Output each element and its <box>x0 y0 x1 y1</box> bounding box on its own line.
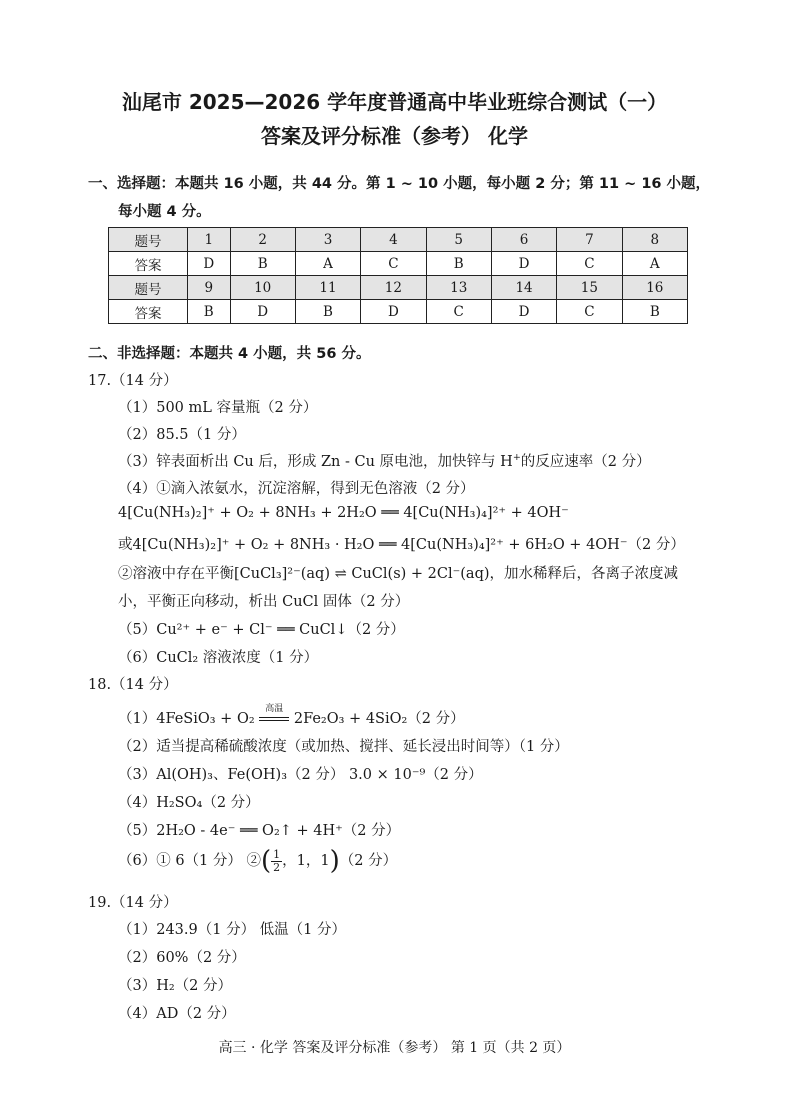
page-footer: 高三 · 化学 答案及评分标准（参考） 第 1 页（共 2 页） <box>218 1040 571 1056</box>
q18-part2: （2）适当提高稀硫酸浓度（或加热、搅拌、延长浸出时间等）（1 分） <box>118 739 569 755</box>
q17-part3: （3）锌表面析出 Cu 后，形成 Zn - Cu 原电池，加快锌与 H+的反应速率（2 分） <box>118 452 651 470</box>
table-row-answers-1 <box>109 252 688 276</box>
table-cell: 14 <box>491 276 556 300</box>
q17-part4b-line2: 小，平衡正向移动，析出 CuCl 固体（2 分） <box>118 594 410 610</box>
answer-table <box>108 227 688 324</box>
table-cell: B <box>188 300 231 324</box>
table-cell: 16 <box>622 276 687 300</box>
exam-title: 汕尾市 2025—2026 学年度普通高中毕业班综合测试（一） <box>121 90 668 114</box>
close-paren: ) <box>329 846 340 876</box>
table-cell: 10 <box>230 276 295 300</box>
table-cell: C <box>426 300 491 324</box>
table-cell: B <box>622 300 687 324</box>
open-paren: ( <box>261 846 272 876</box>
q19-part2: （2）60%（2 分） <box>118 950 246 966</box>
row-label-question: 题号 <box>109 228 188 252</box>
table-cell: C <box>557 300 622 324</box>
exam-subtitle: 答案及评分标准（参考） 化学 <box>261 124 528 148</box>
fraction <box>271 849 282 874</box>
section2-heading: 二、非选择题：本题共 4 小题，共 56 分。 <box>88 346 371 362</box>
table-cell: 15 <box>557 276 622 300</box>
equals-sign <box>259 717 289 721</box>
table-cell: B <box>426 252 491 276</box>
q19-part3: （3）H₂（2 分） <box>118 978 233 994</box>
table-row-questions-1 <box>109 228 688 252</box>
q18-part1 <box>118 704 465 728</box>
fraction-denominator: 2 <box>273 860 281 874</box>
q17-equation2: 或4[Cu(NH₃)₂]⁺ + O₂ + 8NH₃ · H₂O ══ 4[Cu(NH₃)₄]²⁺ + 6H₂O + 4OH⁻（2 分） <box>118 537 685 553</box>
table-cell: D <box>230 300 295 324</box>
table-cell: A <box>295 252 360 276</box>
q18-title: 18.（14 分） <box>88 677 178 693</box>
table-cell: D <box>361 300 426 324</box>
table-row-questions-2 <box>109 276 688 300</box>
row-label-answer: 答案 <box>109 252 188 276</box>
table-cell: B <box>295 300 360 324</box>
table-row-answers-2 <box>109 300 688 324</box>
table-cell: 6 <box>491 228 556 252</box>
reaction-condition <box>259 704 289 727</box>
q17-equation1: 4[Cu(NH₃)₂]⁺ + O₂ + 8NH₃ + 2H₂O ══ 4[Cu(NH₃)₄]²⁺ + 4OH⁻ <box>118 505 569 521</box>
q17-part1: （1）500 mL 容量瓶（2 分） <box>118 400 318 416</box>
q17-title: 17.（14 分） <box>88 373 178 389</box>
table-cell: D <box>491 252 556 276</box>
table-cell: 3 <box>295 228 360 252</box>
table-cell: C <box>361 252 426 276</box>
table-cell: 11 <box>295 276 360 300</box>
q18-part4: （4）H₂SO₄（2 分） <box>118 795 260 811</box>
q17-part4b-line1: ②溶液中存在平衡[CuCl₃]²⁻(aq) ⇌ CuCl(s) + 2Cl⁻(aq)，加水稀释后，各离子浓度减 <box>118 566 679 582</box>
section1-heading: 一、选择题：本题共 16 小题，共 44 分。第 1 ~ 10 小题，每小题 2 分；第 11 ~ 16 小题， <box>88 176 711 192</box>
section1-heading-cont: 每小题 4 分。 <box>118 204 211 220</box>
row-label-question: 题号 <box>109 276 188 300</box>
table-cell: 7 <box>557 228 622 252</box>
q19-part4: （4）AD（2 分） <box>118 1006 236 1022</box>
table-cell: C <box>557 252 622 276</box>
q17-part2: （2）85.5（1 分） <box>118 427 246 443</box>
q18-part6 <box>118 848 397 874</box>
q17-part6: （6）CuCl₂ 溶液浓度（1 分） <box>118 650 319 666</box>
q17-part3-text-a: （3）锌表面析出 Cu 后，形成 Zn - Cu 原电池，加快锌与 H <box>118 454 513 470</box>
q19-part1: （1）243.9（1 分） 低温（1 分） <box>118 922 347 938</box>
row-label-answer: 答案 <box>109 300 188 324</box>
table-cell: D <box>491 300 556 324</box>
q18-part5: （5）2H₂O - 4e⁻ ══ O₂↑ + 4H⁺（2 分） <box>118 823 401 839</box>
q17-part3-text-b: 的反应速率（2 分） <box>520 454 651 470</box>
table-cell: 8 <box>622 228 687 252</box>
q18-part1-products: 2Fe₂O₃ + 4SiO₂（2 分） <box>293 711 465 727</box>
table-cell: 2 <box>230 228 295 252</box>
table-cell: B <box>230 252 295 276</box>
table-cell: 4 <box>361 228 426 252</box>
table-cell: 9 <box>188 276 231 300</box>
table-cell: A <box>622 252 687 276</box>
q17-part5: （5）Cu²⁺ + e⁻ + Cl⁻ ══ CuCl↓（2 分） <box>118 622 405 638</box>
reaction-condition-label: 高温 <box>265 704 284 714</box>
table-cell: D <box>188 252 231 276</box>
q18-part3: （3）Al(OH)₃、Fe(OH)₃（2 分） 3.0 × 10⁻⁹（2 分） <box>118 767 483 783</box>
table-cell: 13 <box>426 276 491 300</box>
table-cell: 12 <box>361 276 426 300</box>
fraction-numerator: 1 <box>273 847 281 861</box>
q18-part6-coords: ，1，1 <box>282 853 330 869</box>
q19-title: 19.（14 分） <box>88 895 178 911</box>
q18-part6-text-a: （6）① 6（1 分） ② <box>118 853 262 869</box>
table-cell: 1 <box>188 228 231 252</box>
q17-part4: （4）①滴入浓氨水，沉淀溶解，得到无色溶液（2 分） <box>118 481 475 497</box>
q18-part6-score: （2 分） <box>339 853 398 869</box>
table-cell: 5 <box>426 228 491 252</box>
q18-part1-reactants: （1）4FeSiO₃ + O₂ <box>118 711 255 727</box>
